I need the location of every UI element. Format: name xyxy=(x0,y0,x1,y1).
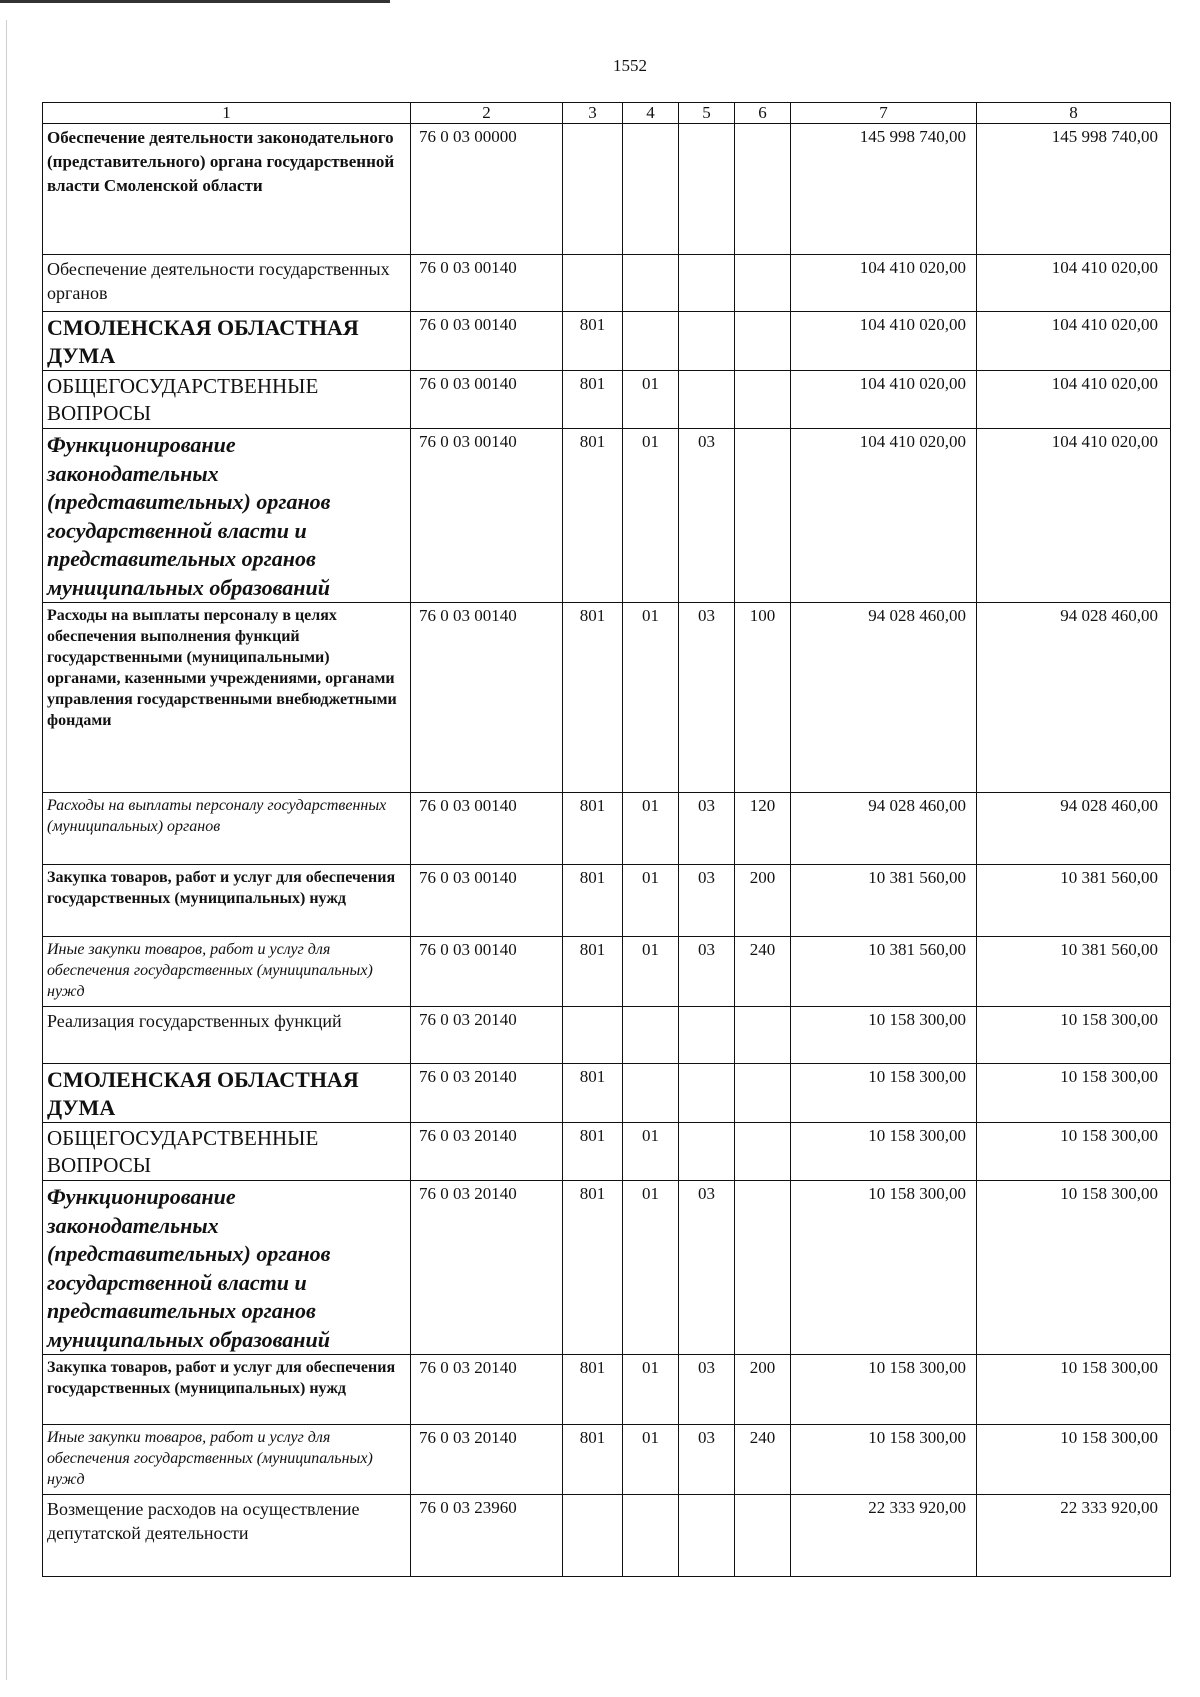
row-c5 xyxy=(679,312,735,371)
row-amount-7: 104 410 020,00 xyxy=(791,429,977,603)
row-c5 xyxy=(679,124,735,255)
row-c5: 03 xyxy=(679,865,735,937)
table-row xyxy=(43,1181,1171,1355)
row-name: Реализация государственных функций xyxy=(47,1011,342,1031)
row-name: Закупка товаров, работ и услуг для обеспечения государственных (муниципальных) нужд xyxy=(47,869,396,907)
row-amount-8: 10 158 300,00 xyxy=(977,1123,1171,1181)
row-c4 xyxy=(623,312,679,371)
column-header: 1 xyxy=(43,103,411,124)
row-name: Обеспечение деятельности государственных органов xyxy=(47,259,390,303)
row-c6: 200 xyxy=(735,865,791,937)
row-c4: 01 xyxy=(623,793,679,865)
row-amount-7: 10 158 300,00 xyxy=(791,1355,977,1425)
row-c3: 801 xyxy=(563,1181,623,1355)
row-name: Закупка товаров, работ и услуг для обеспечения государственных (муниципальных) нужд xyxy=(47,1359,396,1397)
row-c3 xyxy=(563,255,623,312)
row-amount-7: 10 158 300,00 xyxy=(791,1181,977,1355)
row-c3: 801 xyxy=(563,371,623,429)
row-c6 xyxy=(735,1181,791,1355)
row-name: ОБЩЕГОСУДАРСТВЕННЫЕ ВОПРОСЫ xyxy=(47,374,319,425)
row-c6: 100 xyxy=(735,603,791,793)
row-c6 xyxy=(735,1064,791,1123)
row-amount-7: 145 998 740,00 xyxy=(791,124,977,255)
table-row xyxy=(43,1495,1171,1577)
row-c5: 03 xyxy=(679,1355,735,1425)
row-amount-7: 10 158 300,00 xyxy=(791,1425,977,1495)
row-c4: 01 xyxy=(623,1123,679,1181)
row-c3: 801 xyxy=(563,937,623,1007)
row-amount-8: 104 410 020,00 xyxy=(977,371,1171,429)
table-row xyxy=(43,124,1171,255)
row-c6 xyxy=(735,1007,791,1064)
column-header: 7 xyxy=(791,103,977,124)
row-code: 76 0 03 20140 xyxy=(411,1425,563,1495)
row-c6 xyxy=(735,429,791,603)
scan-edge xyxy=(6,20,7,1680)
row-c5: 03 xyxy=(679,603,735,793)
row-name: Функционирование законодательных (представительных) органов государственной власти и представительных органов муниципальных образований xyxy=(47,432,331,600)
row-name: Возмещение расходов на осуществление депутатской деятельности xyxy=(47,1499,360,1543)
row-code: 76 0 03 20140 xyxy=(411,1123,563,1181)
row-amount-7: 10 381 560,00 xyxy=(791,937,977,1007)
row-c3: 801 xyxy=(563,429,623,603)
table-row xyxy=(43,793,1171,865)
row-code: 76 0 03 00000 xyxy=(411,124,563,255)
row-c6 xyxy=(735,1123,791,1181)
row-code: 76 0 03 00140 xyxy=(411,793,563,865)
column-header: 6 xyxy=(735,103,791,124)
row-amount-8: 10 158 300,00 xyxy=(977,1064,1171,1123)
row-amount-7: 10 158 300,00 xyxy=(791,1064,977,1123)
row-amount-7: 104 410 020,00 xyxy=(791,371,977,429)
row-c5 xyxy=(679,371,735,429)
row-c5: 03 xyxy=(679,793,735,865)
row-amount-8: 10 158 300,00 xyxy=(977,1007,1171,1064)
row-c3 xyxy=(563,124,623,255)
table-row xyxy=(43,312,1171,371)
table-row xyxy=(43,865,1171,937)
top-rule xyxy=(0,0,390,3)
row-c5: 03 xyxy=(679,1425,735,1495)
row-amount-7: 104 410 020,00 xyxy=(791,255,977,312)
row-name: СМОЛЕНСКАЯ ОБЛАСТНАЯ ДУМА xyxy=(47,1067,359,1120)
row-c6: 120 xyxy=(735,793,791,865)
table-row xyxy=(43,1355,1171,1425)
table-row xyxy=(43,937,1171,1007)
row-c5: 03 xyxy=(679,429,735,603)
row-c3: 801 xyxy=(563,1355,623,1425)
row-c6 xyxy=(735,312,791,371)
row-name: Функционирование законодательных (представительных) органов государственной власти и представительных органов муниципальных образований xyxy=(47,1184,331,1352)
row-c5 xyxy=(679,1064,735,1123)
row-c4: 01 xyxy=(623,937,679,1007)
row-c3: 801 xyxy=(563,793,623,865)
row-amount-8: 104 410 020,00 xyxy=(977,429,1171,603)
table-row xyxy=(43,1425,1171,1495)
row-code: 76 0 03 00140 xyxy=(411,937,563,1007)
table-row xyxy=(43,603,1171,793)
row-amount-8: 10 158 300,00 xyxy=(977,1181,1171,1355)
row-code: 76 0 03 20140 xyxy=(411,1355,563,1425)
column-header: 8 xyxy=(977,103,1171,124)
row-c6 xyxy=(735,124,791,255)
row-amount-8: 94 028 460,00 xyxy=(977,603,1171,793)
row-code: 76 0 03 20140 xyxy=(411,1007,563,1064)
row-c3: 801 xyxy=(563,865,623,937)
table-row xyxy=(43,1007,1171,1064)
row-amount-8: 104 410 020,00 xyxy=(977,312,1171,371)
row-c6 xyxy=(735,1495,791,1577)
row-c4: 01 xyxy=(623,1355,679,1425)
row-code: 76 0 03 00140 xyxy=(411,371,563,429)
row-name: Иные закупки товаров, работ и услуг для обеспечения государственных (муниципальных) нужд xyxy=(47,941,373,1000)
row-code: 76 0 03 00140 xyxy=(411,603,563,793)
row-amount-8: 22 333 920,00 xyxy=(977,1495,1171,1577)
row-amount-8: 104 410 020,00 xyxy=(977,255,1171,312)
table-row xyxy=(43,429,1171,603)
row-c6 xyxy=(735,371,791,429)
row-c6: 240 xyxy=(735,937,791,1007)
row-amount-7: 22 333 920,00 xyxy=(791,1495,977,1577)
table-row xyxy=(43,1064,1171,1123)
row-amount-8: 10 158 300,00 xyxy=(977,1425,1171,1495)
row-c3: 801 xyxy=(563,1425,623,1495)
row-amount-7: 94 028 460,00 xyxy=(791,603,977,793)
row-c3: 801 xyxy=(563,312,623,371)
row-c4: 01 xyxy=(623,1425,679,1495)
row-c5 xyxy=(679,1495,735,1577)
row-name: Расходы на выплаты персоналу государственных (муниципальных) органов xyxy=(47,797,387,835)
row-code: 76 0 03 00140 xyxy=(411,865,563,937)
row-c4: 01 xyxy=(623,429,679,603)
row-amount-8: 145 998 740,00 xyxy=(977,124,1171,255)
row-c3: 801 xyxy=(563,1123,623,1181)
row-amount-7: 94 028 460,00 xyxy=(791,793,977,865)
row-c4: 01 xyxy=(623,1181,679,1355)
page-number: 1552 xyxy=(613,56,647,75)
table-row xyxy=(43,255,1171,312)
row-c5: 03 xyxy=(679,1181,735,1355)
row-name: ОБЩЕГОСУДАРСТВЕННЫЕ ВОПРОСЫ xyxy=(47,1126,319,1177)
row-c5: 03 xyxy=(679,937,735,1007)
row-amount-7: 10 381 560,00 xyxy=(791,865,977,937)
column-header: 4 xyxy=(623,103,679,124)
row-c3: 801 xyxy=(563,1064,623,1123)
row-c6: 200 xyxy=(735,1355,791,1425)
row-c3 xyxy=(563,1007,623,1064)
row-c6: 240 xyxy=(735,1425,791,1495)
row-c4 xyxy=(623,1007,679,1064)
row-name: Иные закупки товаров, работ и услуг для обеспечения государственных (муниципальных) нужд xyxy=(47,1429,373,1488)
row-amount-7: 10 158 300,00 xyxy=(791,1123,977,1181)
row-c5 xyxy=(679,255,735,312)
row-code: 76 0 03 23960 xyxy=(411,1495,563,1577)
row-amount-8: 10 381 560,00 xyxy=(977,937,1171,1007)
row-c4 xyxy=(623,1495,679,1577)
row-amount-8: 94 028 460,00 xyxy=(977,793,1171,865)
row-c4 xyxy=(623,124,679,255)
column-header: 5 xyxy=(679,103,735,124)
row-c6 xyxy=(735,255,791,312)
row-code: 76 0 03 20140 xyxy=(411,1064,563,1123)
budget-table xyxy=(42,102,1171,1577)
row-c4 xyxy=(623,255,679,312)
row-name: СМОЛЕНСКАЯ ОБЛАСТНАЯ ДУМА xyxy=(47,315,359,368)
row-code: 76 0 03 00140 xyxy=(411,312,563,371)
row-c3 xyxy=(563,1495,623,1577)
row-c3: 801 xyxy=(563,603,623,793)
row-c4: 01 xyxy=(623,371,679,429)
row-code: 76 0 03 00140 xyxy=(411,255,563,312)
row-c5 xyxy=(679,1123,735,1181)
row-code: 76 0 03 20140 xyxy=(411,1181,563,1355)
row-name: Расходы на выплаты персоналу в целях обеспечения выполнения функций государственными (муниципальными) органами, казенными учреждениями, органами управления государственными внебюджетными фондами xyxy=(47,607,397,729)
row-amount-8: 10 381 560,00 xyxy=(977,865,1171,937)
row-name: Обеспечение деятельности законодательного (представительного) органа государственной власти Смоленской области xyxy=(47,128,395,195)
table-row xyxy=(43,1123,1171,1181)
row-amount-8: 10 158 300,00 xyxy=(977,1355,1171,1425)
row-c4 xyxy=(623,1064,679,1123)
column-header: 2 xyxy=(411,103,563,124)
row-code: 76 0 03 00140 xyxy=(411,429,563,603)
table-row xyxy=(43,371,1171,429)
column-header: 3 xyxy=(563,103,623,124)
row-amount-7: 10 158 300,00 xyxy=(791,1007,977,1064)
row-c4: 01 xyxy=(623,865,679,937)
row-amount-7: 104 410 020,00 xyxy=(791,312,977,371)
table-header xyxy=(43,103,1171,124)
row-c4: 01 xyxy=(623,603,679,793)
row-c5 xyxy=(679,1007,735,1064)
